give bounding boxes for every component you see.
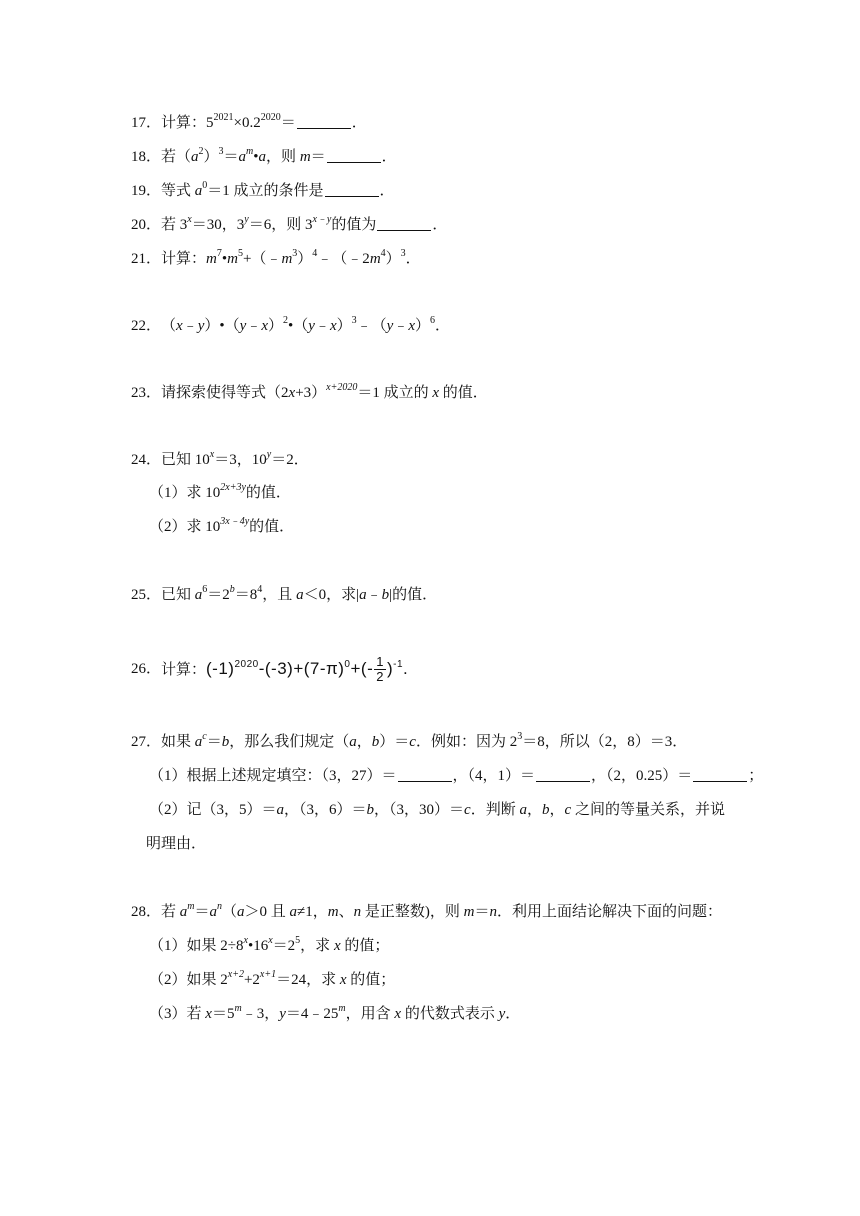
answer-blank bbox=[536, 768, 590, 782]
answer-blank bbox=[398, 768, 452, 782]
question-number: 25． bbox=[131, 587, 162, 603]
sub-question-text: （1）根据上述规定填空：（3，27）＝ ，（4，1）＝ ，（2，0.25）＝ ； bbox=[149, 768, 764, 784]
question-number: 21． bbox=[131, 251, 162, 267]
question-text: 计算：$(-1)^{2020}-(-3)+(7-\pi)^0+(-$ $\frac{1}{2}$ )$^{-1}$. bbox=[161, 654, 409, 685]
sub-question-text: （1）求 $10^{2x+3y}$的值． bbox=[149, 482, 291, 501]
question-number: 24． bbox=[131, 452, 162, 468]
question-text: 已知 $10^x=3$，$10^y=2$． bbox=[161, 449, 309, 468]
question-number: 28． bbox=[131, 904, 162, 920]
question-text: （x﹣y）•（y﹣x）$^2$•（y﹣x）$^3$﹣（y﹣x）$^6$． bbox=[161, 315, 451, 334]
sub-question-text: （1）如果 $2\div 8^x•16^x=2^5$，求 x 的值； bbox=[149, 935, 390, 954]
question-number: 20． bbox=[131, 217, 162, 233]
question-text: 等式 $a^0=1$ 成立的条件是 ． bbox=[161, 180, 395, 199]
question-text: 计算：$5^{2021}\times 0.2^{2020}=$ ． bbox=[161, 112, 367, 131]
question-text: 如果 $a^c=b$，那么我们规定（a，b）＝c．例如：因为 $2^3=8$，所以（2，8）＝3． bbox=[161, 731, 688, 750]
answer-blank bbox=[325, 183, 379, 197]
question-number: 18． bbox=[131, 149, 162, 165]
question-number: 27． bbox=[131, 734, 162, 750]
question-text: 已知 $a^6=2^b=8^4$，且 a＜0，求|a﹣b|的值． bbox=[161, 584, 438, 603]
answer-blank bbox=[327, 149, 381, 163]
question-text: 若 $a^m=a^n(a>0$ 且 a≠1，m、n 是正整数)，则 m＝n．利用上面结论解决下面的问题： bbox=[161, 901, 723, 920]
fraction: $\frac{1}{2}$ bbox=[376, 654, 384, 685]
question-number: 23． bbox=[131, 385, 162, 401]
sub-question-text: （2）求 $10^{3x﹣4y}$的值． bbox=[149, 516, 295, 535]
sub-question-text: （3）若 $x=5^m﹣3$，$y=4﹣25^m$，用含 x 的代数式表示 y． bbox=[149, 1003, 521, 1022]
question-text: 若$(a^2)^3=a^m•a$，则 m＝ ． bbox=[161, 146, 397, 165]
sub-question-text: 明理由． bbox=[146, 836, 207, 852]
question-text: 请探索使得等式$(2x+3)^{x+2020}=1$ 成立的 x 的值． bbox=[161, 382, 488, 401]
sub-question-text: （2）如果 $2^{x+2}+2^{x+1}=24$，求 x 的值； bbox=[149, 969, 396, 988]
math-expression: $(-1)^{2020}-(-3)+(7-\pi)^0+(-$ $\frac{1}{2}$ )$^{-1}$. bbox=[206, 654, 409, 685]
answer-blank bbox=[377, 217, 431, 231]
answer-blank bbox=[693, 768, 747, 782]
answer-blank bbox=[297, 115, 351, 129]
sub-question-text: （2）记（3，5）＝a，（3，6）＝b，（3，30）＝c．判断 a，b，c 之间的等量关系，并说 bbox=[149, 802, 725, 818]
question-text: 计算：$m^7•m^5+(﹣m^3)^4﹣(﹣2m^4)^3$． bbox=[161, 248, 421, 267]
question-text: 若 $3^x=30$，$3^y=6$，则 $3^{x﹣y}$的值为 ． bbox=[161, 214, 448, 233]
question-number: 26． bbox=[131, 661, 162, 677]
question-number: 19． bbox=[131, 183, 162, 199]
question-number: 17． bbox=[131, 115, 162, 131]
question-number: 22． bbox=[131, 318, 162, 334]
